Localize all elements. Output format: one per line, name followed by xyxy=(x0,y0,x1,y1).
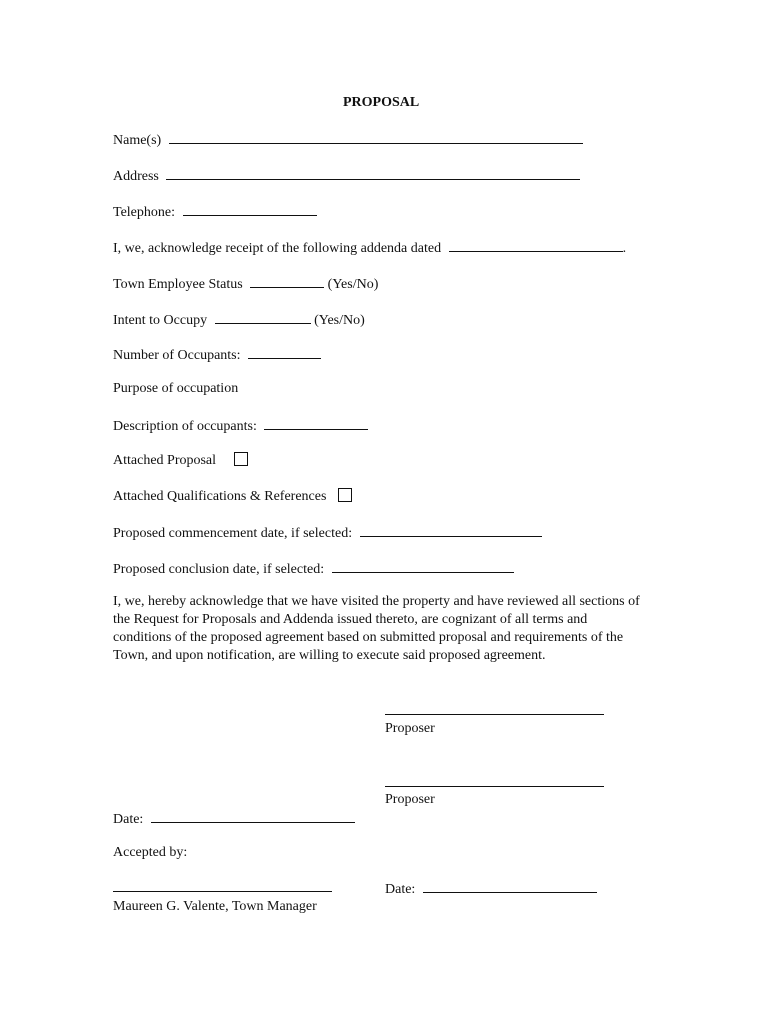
manager-name: Maureen G. Valente, Town Manager xyxy=(113,899,317,914)
commencement-label: Proposed commencement date, if selected: xyxy=(113,526,353,541)
address-label: Address xyxy=(113,169,159,184)
attached-proposal-checkbox[interactable] xyxy=(234,452,248,466)
intent-occupy-row xyxy=(113,310,365,330)
town-employee-field[interactable] xyxy=(250,274,324,288)
address-field[interactable] xyxy=(166,166,580,180)
date-right-row xyxy=(385,879,597,899)
description-field[interactable] xyxy=(264,416,368,430)
address-row xyxy=(113,166,580,186)
proposer-1-signature-line[interactable] xyxy=(385,714,604,715)
attached-qualifications-checkbox[interactable] xyxy=(338,488,352,502)
town-employee-row xyxy=(113,274,378,294)
names-row xyxy=(113,130,583,150)
addenda-period: . xyxy=(622,241,627,256)
date-left-row xyxy=(113,809,355,829)
description-label: Description of occupants: xyxy=(113,419,257,434)
town-employee-label: Town Employee Status xyxy=(113,277,243,292)
attached-qualifications-label: Attached Qualifications & References xyxy=(113,489,327,504)
accepted-by-label: Accepted by: xyxy=(113,845,188,860)
date-right-field[interactable] xyxy=(423,879,597,893)
telephone-row xyxy=(113,202,317,222)
names-field[interactable] xyxy=(169,130,583,144)
description-row xyxy=(113,416,368,436)
acknowledgement-paragraph: I, we, hereby acknowledge that we have visited the property and have reviewed all sections of the Request for Proposals and Addenda issued thereto, are cognizant of all terms and conditions of the proposed agreement based on submitted proposal and requirements of the Town, and upon notification, are willing to execute said proposed agreement. xyxy=(113,594,640,663)
num-occupants-row xyxy=(113,345,321,365)
purpose-label: Purpose of occupation xyxy=(113,381,239,396)
conclusion-label: Proposed conclusion date, if selected: xyxy=(113,562,325,577)
attached-proposal-row xyxy=(113,452,248,470)
date-right-label: Date: xyxy=(385,882,416,897)
conclusion-row xyxy=(113,559,514,579)
addenda-date-field[interactable] xyxy=(449,238,623,252)
attached-proposal-label: Attached Proposal xyxy=(113,453,217,468)
names-label: Name(s) xyxy=(113,133,162,148)
purpose-row xyxy=(113,380,238,398)
proposer-2-label: Proposer xyxy=(385,792,435,807)
intent-occupy-field[interactable] xyxy=(215,310,311,324)
date-left-label: Date: xyxy=(113,812,144,827)
conclusion-date-field[interactable] xyxy=(332,559,514,573)
num-occupants-field[interactable] xyxy=(248,345,321,359)
intent-occupy-hint: (Yes/No) xyxy=(314,313,365,328)
commencement-row xyxy=(113,523,542,543)
manager-signature-line[interactable] xyxy=(113,891,332,892)
addenda-row xyxy=(113,238,626,258)
date-left-field[interactable] xyxy=(151,809,355,823)
intent-occupy-label: Intent to Occupy xyxy=(113,313,208,328)
town-employee-hint: (Yes/No) xyxy=(327,277,379,292)
addenda-label: I, we, acknowledge receipt of the following addenda dated xyxy=(113,241,442,256)
telephone-field[interactable] xyxy=(183,202,317,216)
commencement-date-field[interactable] xyxy=(360,523,542,537)
telephone-label: Telephone: xyxy=(113,205,175,220)
num-occupants-label: Number of Occupants: xyxy=(113,348,241,363)
proposer-2-signature-line[interactable] xyxy=(385,786,604,787)
attached-qualifications-row xyxy=(113,488,352,506)
proposer-1-label: Proposer xyxy=(385,721,435,736)
page-title: PROPOSAL xyxy=(343,95,420,110)
